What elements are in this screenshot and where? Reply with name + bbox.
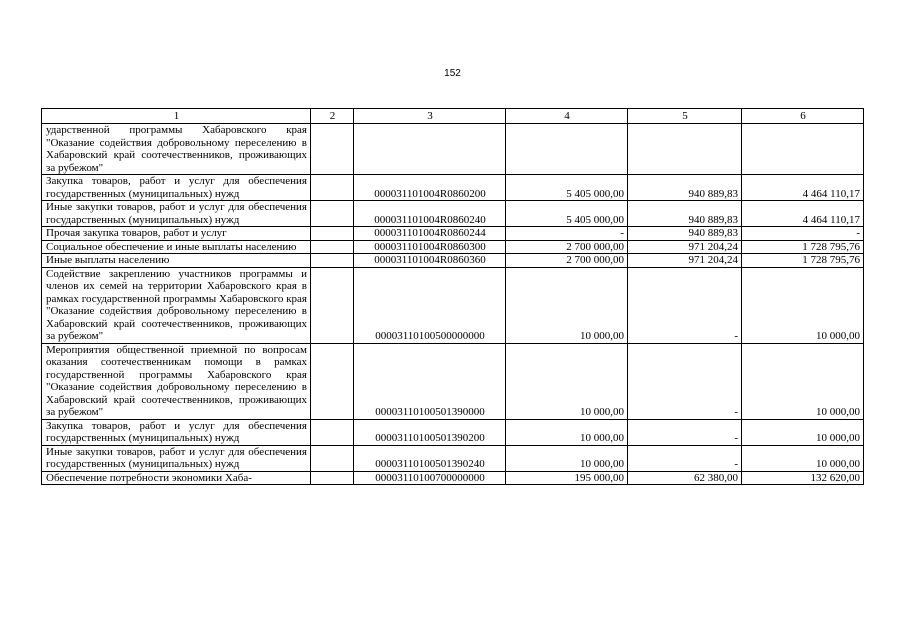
- row-value-col5-cell: 62 380,00: [628, 471, 742, 485]
- row-name-cell: Иные закупки товаров, работ и услуг для обеспечения государственных (муниципальных) нужд: [42, 445, 311, 471]
- row-name-cell: Мероприятия общественной приемной по вопросам оказания соотечественникам помощи в рамках государственной программы Хабаровского края "Оказание содействия добровольному переселению в Хабаровский край соотечественников, проживающих за рубежом": [42, 343, 311, 419]
- row-value-col5-cell: [628, 124, 742, 175]
- row-col2-cell: [311, 201, 354, 227]
- column-header: 4: [506, 109, 628, 124]
- table-row: [42, 175, 864, 201]
- table-body: [42, 124, 864, 485]
- row-value-col5-cell: -: [628, 343, 742, 419]
- row-value-col6-cell: 4 464 110,17: [742, 175, 864, 201]
- row-col2-cell: [311, 267, 354, 343]
- table-header-row: [42, 109, 864, 124]
- row-col2-cell: [311, 124, 354, 175]
- table-row: [42, 343, 864, 419]
- table-row: [42, 471, 864, 485]
- row-code-cell: 000031101004R0860300: [354, 240, 506, 254]
- row-name-cell: ударственной программы Хабаровского края "Оказание содействия добровольному переселению в Хабаровский край соотечественников, проживающих за рубежом": [42, 124, 311, 175]
- row-value-col5-cell: 971 204,24: [628, 240, 742, 254]
- row-value-col4-cell: 195 000,00: [506, 471, 628, 485]
- row-code-cell: 00003110100501390200: [354, 419, 506, 445]
- row-col2-cell: [311, 445, 354, 471]
- table-row: [42, 201, 864, 227]
- row-value-col4-cell: 5 405 000,00: [506, 175, 628, 201]
- row-value-col5-cell: -: [628, 267, 742, 343]
- column-header: 3: [354, 109, 506, 124]
- row-code-cell: 00003110100501390000: [354, 343, 506, 419]
- row-value-col6-cell: 4 464 110,17: [742, 201, 864, 227]
- table-row: [42, 419, 864, 445]
- row-code-cell: [354, 124, 506, 175]
- row-value-col5-cell: 940 889,83: [628, 175, 742, 201]
- column-header: 6: [742, 109, 864, 124]
- row-value-col6-cell: 132 620,00: [742, 471, 864, 485]
- column-header: 1: [42, 109, 311, 124]
- row-name-cell: Содействие закреплению участников программы и членов их семей на территории Хабаровского края в рамках государственной программы Хабаровского края "Оказание содействия добровольному переселению в Хабаровский край соотечественников, проживающих за рубежом": [42, 267, 311, 343]
- row-value-col5-cell: -: [628, 419, 742, 445]
- row-value-col6-cell: 10 000,00: [742, 419, 864, 445]
- row-name-cell: Прочая закупка товаров, работ и услуг: [42, 227, 311, 241]
- row-value-col4-cell: 5 405 000,00: [506, 201, 628, 227]
- row-col2-cell: [311, 419, 354, 445]
- row-value-col5-cell: 940 889,83: [628, 227, 742, 241]
- row-name-cell: Обеспечение потребности экономики Хаба-: [42, 471, 311, 485]
- row-value-col5-cell: 971 204,24: [628, 254, 742, 268]
- row-name-cell: Закупка товаров, работ и услуг для обеспечения государственных (муниципальных) нужд: [42, 419, 311, 445]
- row-value-col4-cell: 10 000,00: [506, 419, 628, 445]
- table-row: [42, 254, 864, 268]
- row-value-col4-cell: 10 000,00: [506, 343, 628, 419]
- row-value-col6-cell: 1 728 795,76: [742, 254, 864, 268]
- row-value-col4-cell: [506, 124, 628, 175]
- row-code-cell: 00003110100501390240: [354, 445, 506, 471]
- table-row: [42, 445, 864, 471]
- row-value-col6-cell: 10 000,00: [742, 445, 864, 471]
- row-value-col5-cell: 940 889,83: [628, 201, 742, 227]
- row-col2-cell: [311, 175, 354, 201]
- row-value-col6-cell: 10 000,00: [742, 267, 864, 343]
- row-code-cell: 00003110100700000000: [354, 471, 506, 485]
- table-row: [42, 124, 864, 175]
- row-value-col6-cell: 1 728 795,76: [742, 240, 864, 254]
- row-col2-cell: [311, 240, 354, 254]
- row-col2-cell: [311, 254, 354, 268]
- row-col2-cell: [311, 471, 354, 485]
- row-code-cell: 000031101004R0860240: [354, 201, 506, 227]
- row-value-col5-cell: -: [628, 445, 742, 471]
- row-name-cell: Иные закупки товаров, работ и услуг для обеспечения государственных (муниципальных) нужд: [42, 201, 311, 227]
- table-row: [42, 267, 864, 343]
- row-value-col4-cell: 10 000,00: [506, 267, 628, 343]
- budget-table: [41, 108, 864, 485]
- row-col2-cell: [311, 227, 354, 241]
- row-value-col6-cell: 10 000,00: [742, 343, 864, 419]
- row-value-col4-cell: 10 000,00: [506, 445, 628, 471]
- column-header: 2: [311, 109, 354, 124]
- row-col2-cell: [311, 343, 354, 419]
- row-code-cell: 000031101004R0860360: [354, 254, 506, 268]
- row-value-col4-cell: 2 700 000,00: [506, 254, 628, 268]
- row-code-cell: 00003110100500000000: [354, 267, 506, 343]
- row-value-col6-cell: [742, 124, 864, 175]
- row-name-cell: Закупка товаров, работ и услуг для обеспечения государственных (муниципальных) нужд: [42, 175, 311, 201]
- row-value-col4-cell: 2 700 000,00: [506, 240, 628, 254]
- row-name-cell: Иные выплаты населению: [42, 254, 311, 268]
- row-code-cell: 000031101004R0860244: [354, 227, 506, 241]
- page-number: 152: [444, 68, 461, 79]
- column-header: 5: [628, 109, 742, 124]
- table-row: [42, 227, 864, 241]
- row-name-cell: Социальное обеспечение и иные выплаты населению: [42, 240, 311, 254]
- row-value-col4-cell: -: [506, 227, 628, 241]
- row-code-cell: 000031101004R0860200: [354, 175, 506, 201]
- table-row: [42, 240, 864, 254]
- row-value-col6-cell: -: [742, 227, 864, 241]
